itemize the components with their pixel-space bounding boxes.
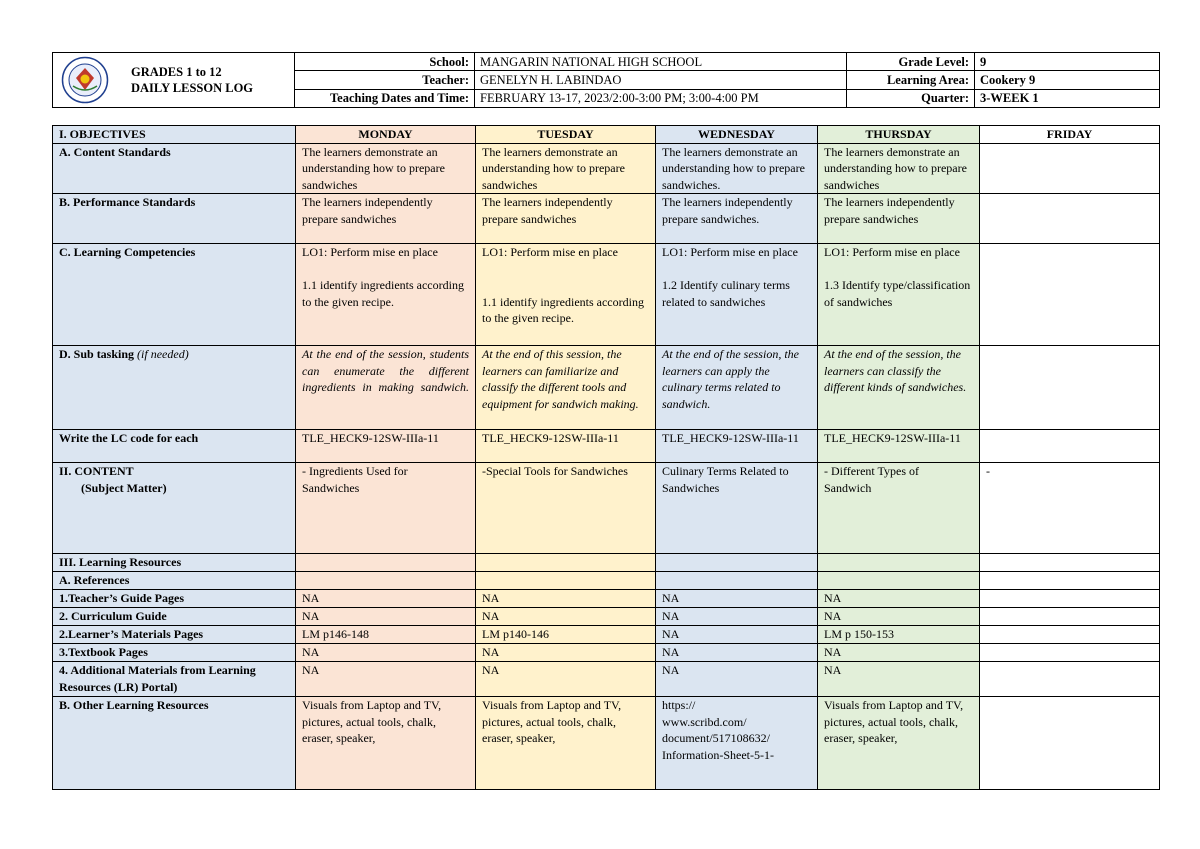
table-row xyxy=(53,644,1160,662)
monday-cell: NA xyxy=(296,662,476,697)
table-row xyxy=(53,194,1160,244)
table-row xyxy=(53,626,1160,644)
tuesday-cell: At the end of this session, the learners can familiarize and classify the different tools and equipment for sandwich making. xyxy=(476,346,656,430)
monday-cell: TLE_HECK9-12SW-IIIa-11 xyxy=(296,430,476,463)
row-label: A. Content Standards xyxy=(53,143,296,194)
wednesday-cell: TLE_HECK9-12SW-IIIa-11 xyxy=(656,430,818,463)
table-row xyxy=(53,346,1160,430)
wednesday-heading: WEDNESDAY xyxy=(656,126,818,144)
thursday-cell: NA xyxy=(818,644,980,662)
wednesday-cell: The learners demonstrate an understanding how to prepare sandwiches. xyxy=(656,143,818,194)
monday-cell xyxy=(296,572,476,590)
monday-cell xyxy=(296,554,476,572)
content-sub-label: (Subject Matter) xyxy=(81,480,167,495)
wednesday-cell: NA xyxy=(656,608,818,626)
thursday-heading: THURSDAY xyxy=(818,126,980,144)
row-label: A. References xyxy=(53,572,296,590)
sub-tasking-label: D. Sub tasking xyxy=(59,347,135,361)
thursday-cell: - Different Types of Sandwich xyxy=(818,463,980,554)
title-line-1: GRADES 1 to 12 xyxy=(131,65,222,79)
grade-level-value: 9 xyxy=(975,53,1160,71)
monday-cell: - Ingredients Used for Sandwiches xyxy=(296,463,476,554)
tuesday-cell: NA xyxy=(476,590,656,608)
header-logo-cell xyxy=(53,53,295,108)
day-header-row xyxy=(53,126,1160,144)
wednesday-cell: LO1: Perform mise en place 1.2 Identify culinary terms related to sandwiches xyxy=(656,244,818,346)
friday-cell xyxy=(980,644,1160,662)
tuesday-cell xyxy=(476,554,656,572)
table-row xyxy=(53,662,1160,697)
friday-cell xyxy=(980,662,1160,697)
wednesday-cell xyxy=(656,554,818,572)
table-row xyxy=(53,554,1160,572)
monday-heading: MONDAY xyxy=(296,126,476,144)
learning-area-label: Learning Area: xyxy=(847,71,975,89)
wednesday-cell: NA xyxy=(656,590,818,608)
quarter-value: 3-WEEK 1 xyxy=(975,89,1160,107)
header-table xyxy=(52,52,1160,108)
monday-cell: LM p146-148 xyxy=(296,626,476,644)
wednesday-cell: NA xyxy=(656,662,818,697)
sub-tasking-note: (if needed) xyxy=(137,347,189,361)
table-row xyxy=(53,143,1160,194)
content-label: II. CONTENT xyxy=(59,464,134,478)
friday-cell xyxy=(980,608,1160,626)
row-label: B. Other Learning Resources xyxy=(53,697,296,790)
table-row xyxy=(53,572,1160,590)
thursday-cell: NA xyxy=(818,608,980,626)
wednesday-cell: At the end of the session, the learners can apply the culinary terms related to sandwich. xyxy=(656,346,818,430)
teaching-dates-label: Teaching Dates and Time: xyxy=(295,89,475,107)
deped-seal-icon xyxy=(61,56,109,104)
row-label: C. Learning Competencies xyxy=(53,244,296,346)
monday-cell: NA xyxy=(296,644,476,662)
row-label: B. Performance Standards xyxy=(53,194,296,244)
school-label: School: xyxy=(295,53,475,71)
thursday-cell: At the end of the session, the learners can classify the different kinds of sandwiches. xyxy=(818,346,980,430)
title-line-2: DAILY LESSON LOG xyxy=(131,81,254,95)
thursday-cell: Visuals from Laptop and TV, pictures, actual tools, chalk, eraser, speaker, xyxy=(818,697,980,790)
quarter-label: Quarter: xyxy=(847,89,975,107)
tuesday-cell: -Special Tools for Sandwiches xyxy=(476,463,656,554)
row-label: 2. Curriculum Guide xyxy=(53,608,296,626)
wednesday-cell: NA xyxy=(656,626,818,644)
monday-cell: At the end of the session, students can enumerate the different ingredients in making sandwich. xyxy=(296,346,476,430)
thursday-cell: The learners demonstrate an understanding how to prepare sandwiches xyxy=(818,143,980,194)
lesson-log-table xyxy=(52,125,1160,790)
friday-cell xyxy=(980,430,1160,463)
monday-cell: The learners demonstrate an understanding how to prepare sandwiches xyxy=(296,143,476,194)
wednesday-cell: The learners independently prepare sandwiches. xyxy=(656,194,818,244)
friday-heading: FRIDAY xyxy=(980,126,1160,144)
monday-cell: The learners independently prepare sandwiches xyxy=(296,194,476,244)
table-row xyxy=(53,463,1160,554)
thursday-cell: TLE_HECK9-12SW-IIIa-11 xyxy=(818,430,980,463)
table-row xyxy=(53,590,1160,608)
table-row xyxy=(53,697,1160,790)
friday-cell xyxy=(980,626,1160,644)
grade-level-label: Grade Level: xyxy=(847,53,975,71)
monday-cell: Visuals from Laptop and TV, pictures, actual tools, chalk, eraser, speaker, xyxy=(296,697,476,790)
teacher-value: GENELYN H. LABINDAO xyxy=(475,71,847,89)
thursday-cell xyxy=(818,554,980,572)
tuesday-cell: The learners demonstrate an understanding how to prepare sandwiches xyxy=(476,143,656,194)
row-label: 4. Additional Materials from Learning Resources (LR) Portal) xyxy=(53,662,296,697)
tuesday-cell: The learners independently prepare sandwiches xyxy=(476,194,656,244)
wednesday-cell: https:// www.scribd.com/ document/517108632/ Information-Sheet-5-1- xyxy=(656,697,818,790)
monday-cell: NA xyxy=(296,590,476,608)
learning-area-value: Cookery 9 xyxy=(975,71,1160,89)
wednesday-cell: Culinary Terms Related to Sandwiches xyxy=(656,463,818,554)
friday-cell xyxy=(980,572,1160,590)
friday-cell xyxy=(980,244,1160,346)
school-value: MANGARIN NATIONAL HIGH SCHOOL xyxy=(475,53,847,71)
table-row xyxy=(53,430,1160,463)
tuesday-cell: Visuals from Laptop and TV, pictures, actual tools, chalk, eraser, speaker, xyxy=(476,697,656,790)
wednesday-cell: NA xyxy=(656,644,818,662)
friday-cell xyxy=(980,554,1160,572)
thursday-cell xyxy=(818,572,980,590)
tuesday-cell: LM p140-146 xyxy=(476,626,656,644)
row-label: 1.Teacher’s Guide Pages xyxy=(53,590,296,608)
row-label xyxy=(53,346,296,430)
row-label xyxy=(53,463,296,554)
tuesday-cell: NA xyxy=(476,662,656,697)
tuesday-cell: NA xyxy=(476,644,656,662)
thursday-cell: The learners independently prepare sandwiches xyxy=(818,194,980,244)
tuesday-heading: TUESDAY xyxy=(476,126,656,144)
table-row xyxy=(53,244,1160,346)
wednesday-cell xyxy=(656,572,818,590)
friday-cell xyxy=(980,697,1160,790)
thursday-cell: NA xyxy=(818,590,980,608)
teaching-dates-value: FEBRUARY 13-17, 2023/2:00-3:00 PM; 3:00-4:00 PM xyxy=(475,89,847,107)
thursday-cell: LO1: Perform mise en place 1.3 Identify type/classification of sandwiches xyxy=(818,244,980,346)
monday-cell: LO1: Perform mise en place 1.1 identify ingredients according to the given recipe. xyxy=(296,244,476,346)
dll-title xyxy=(131,64,253,96)
row-label: III. Learning Resources xyxy=(53,554,296,572)
thursday-cell: NA xyxy=(818,662,980,697)
objectives-heading: I. OBJECTIVES xyxy=(53,126,296,144)
friday-cell xyxy=(980,590,1160,608)
monday-cell: NA xyxy=(296,608,476,626)
tuesday-cell: LO1: Perform mise en place 1.1 identify ingredients according to the given recipe. xyxy=(476,244,656,346)
friday-cell xyxy=(980,346,1160,430)
row-label: 2.Learner’s Materials Pages xyxy=(53,626,296,644)
row-label: 3.Textbook Pages xyxy=(53,644,296,662)
table-row xyxy=(53,608,1160,626)
thursday-cell: LM p 150-153 xyxy=(818,626,980,644)
teacher-label: Teacher: xyxy=(295,71,475,89)
friday-cell: - xyxy=(980,463,1160,554)
tuesday-cell: NA xyxy=(476,608,656,626)
friday-cell xyxy=(980,143,1160,194)
friday-cell xyxy=(980,194,1160,244)
tuesday-cell xyxy=(476,572,656,590)
row-label: Write the LC code for each xyxy=(53,430,296,463)
tuesday-cell: TLE_HECK9-12SW-IIIa-11 xyxy=(476,430,656,463)
